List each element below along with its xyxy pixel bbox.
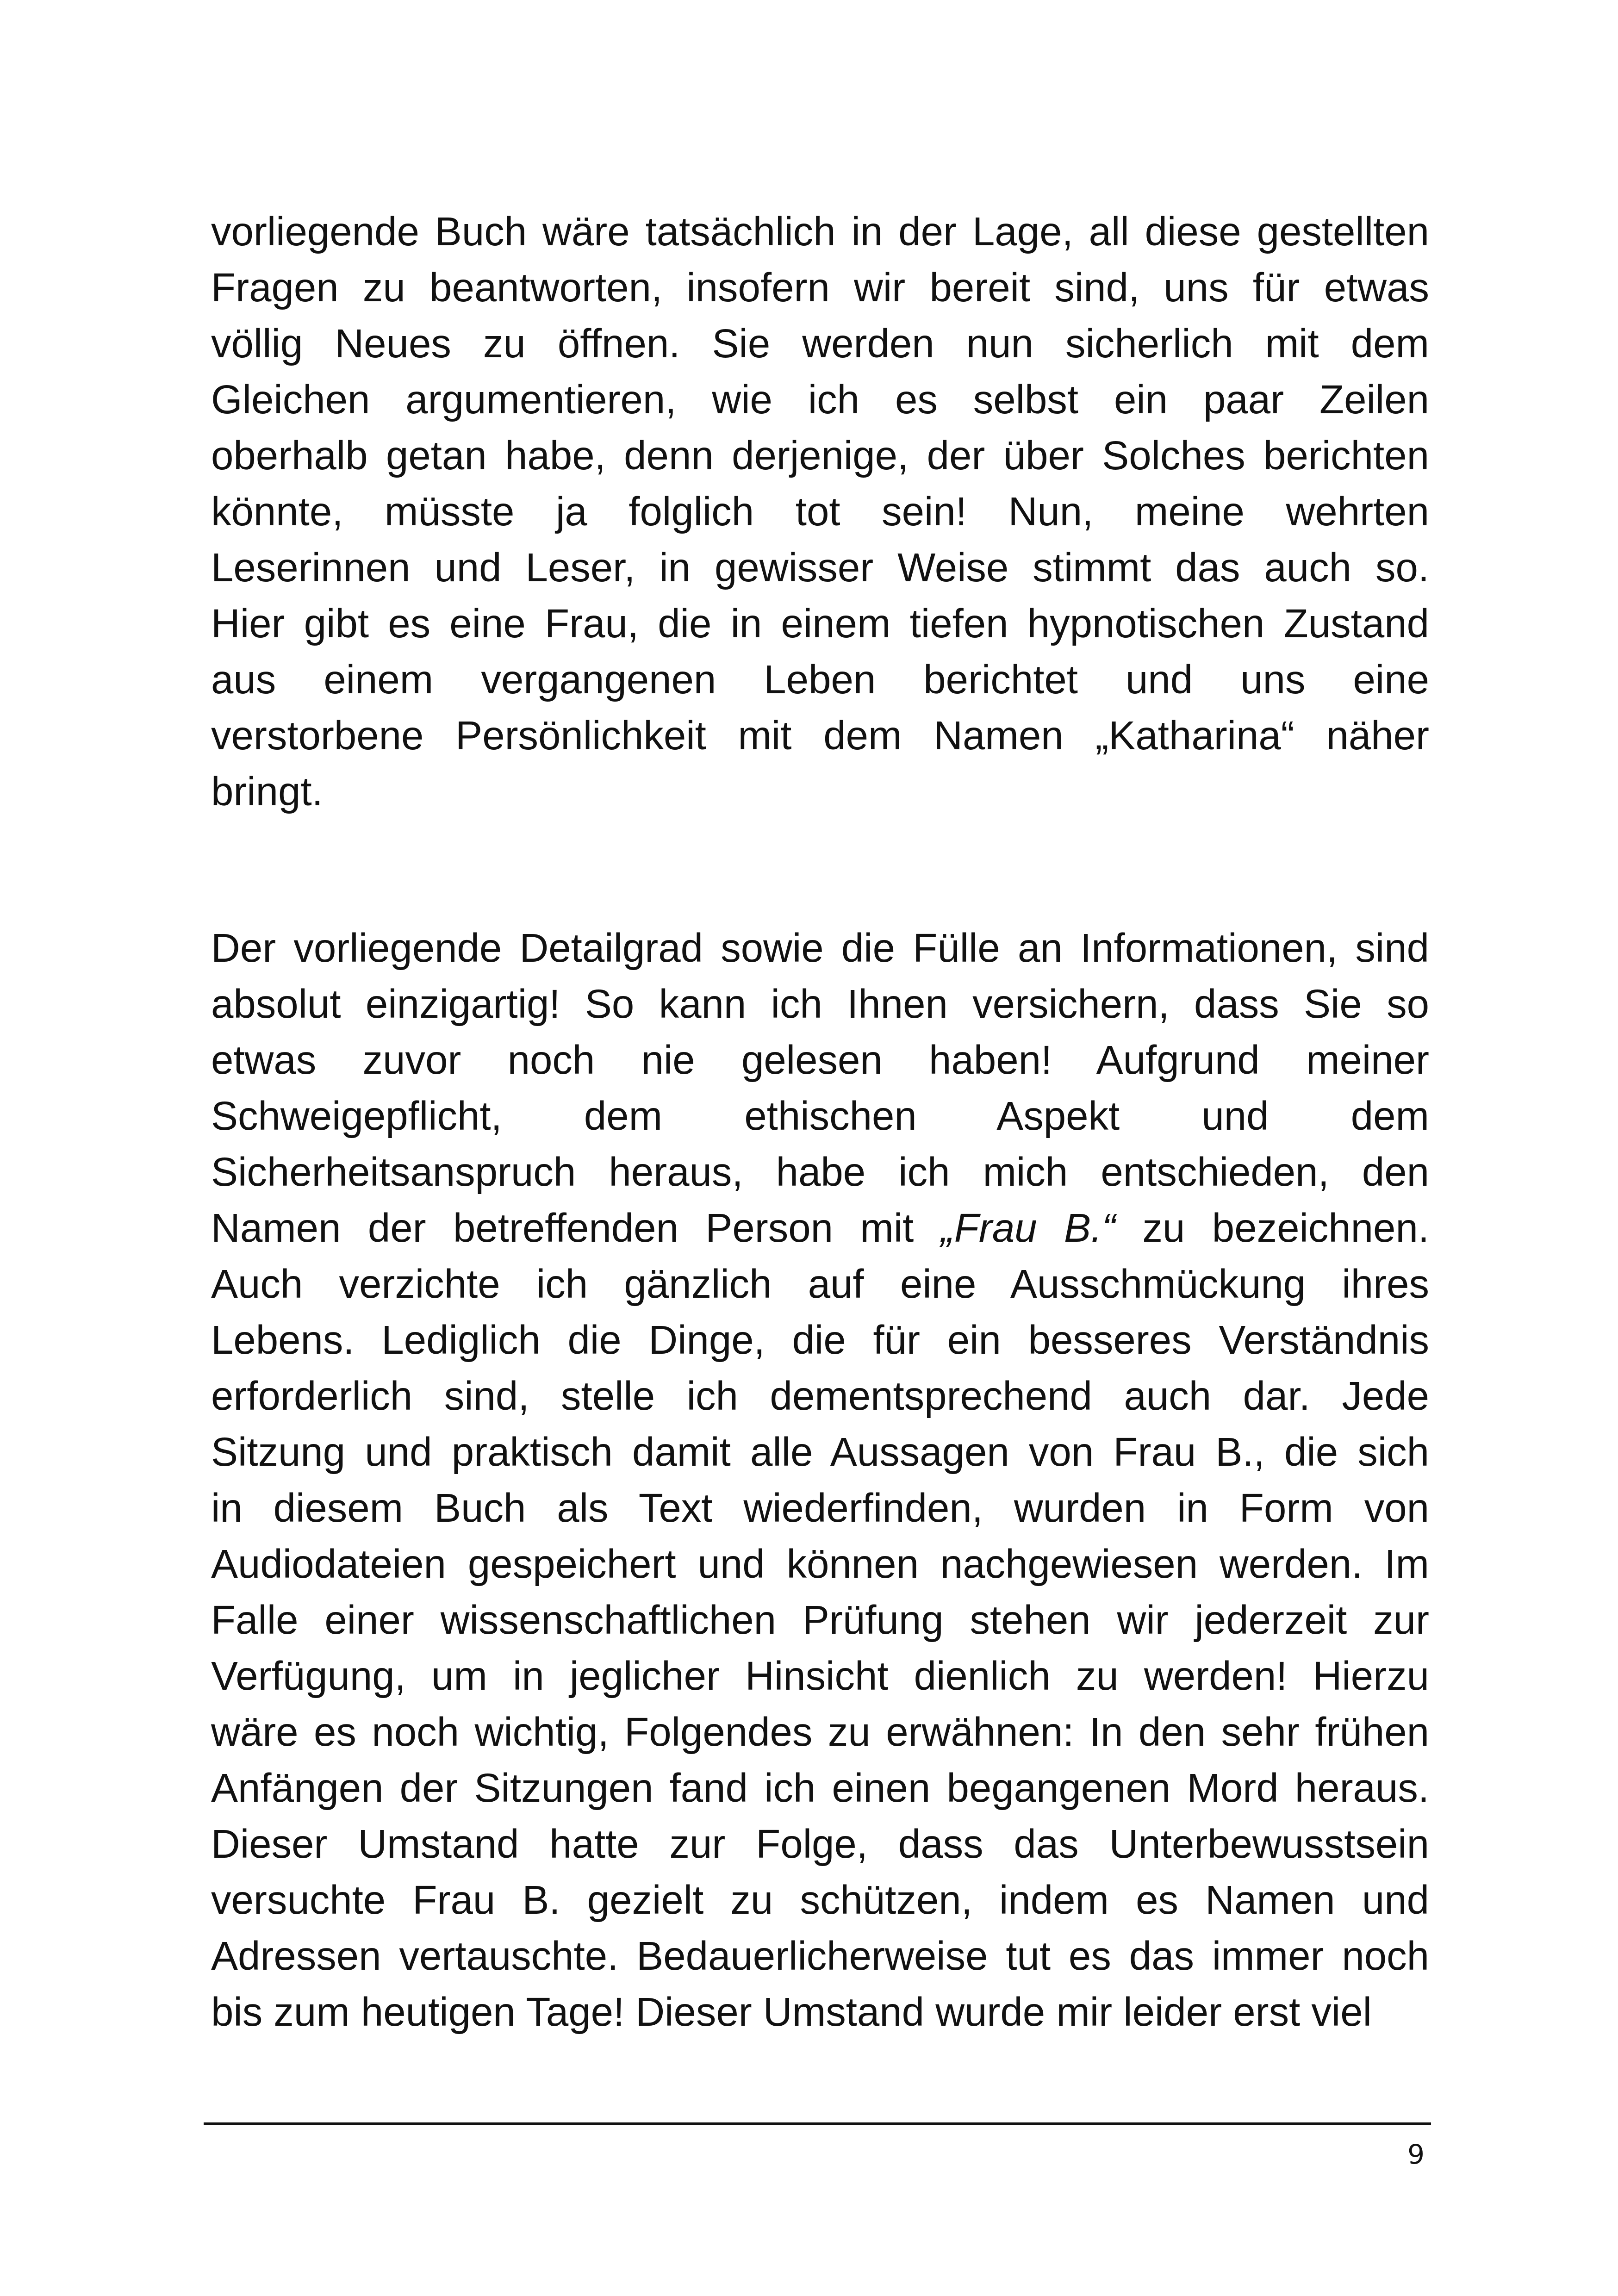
text-line xyxy=(211,1312,1429,1368)
text-segment: absolut einzigartig! So kann ich Ihnen versichern, dass Sie so xyxy=(211,982,1429,1027)
text-segment: verstorbene Persönlichkeit mit dem Namen „Katharina“ näher xyxy=(211,713,1429,758)
text-segment: Falle einer wissenschaftlichen Prüfung stehen wir jederzeit zur xyxy=(211,1598,1429,1643)
text-segment: Dieser Umstand hatte zur Folge, dass das Unterbewusstsein xyxy=(211,1822,1429,1867)
text-segment: Adressen vertauschte. Bedauerlicherweise tut es das immer noch xyxy=(211,1934,1429,1979)
text-line xyxy=(211,1928,1429,1984)
text-line xyxy=(211,1368,1429,1424)
text-segment: Sicherheitsanspruch heraus, habe ich mich entschieden, den xyxy=(211,1150,1429,1195)
text-segment: bringt. xyxy=(211,769,323,814)
text-segment: etwas zuvor noch nie gelesen haben! Aufgrund meiner xyxy=(211,1038,1429,1083)
paragraph-2 xyxy=(211,920,1429,2040)
text-segment: aus einem vergangenen Leben berichtet und uns eine xyxy=(211,657,1429,702)
text-line xyxy=(211,1256,1429,1312)
text-line xyxy=(211,764,1429,820)
text-segment: Anfängen der Sitzungen fand ich einen begangenen Mord heraus. xyxy=(211,1766,1429,1811)
text-segment: Hier gibt es eine Frau, die in einem tiefen hypnotischen Zustand xyxy=(211,601,1429,646)
text-segment: Fragen zu beantworten, insofern wir bereit sind, uns für etwas xyxy=(211,265,1429,310)
text-segment: Der vorliegende Detailgrad sowie die Fülle an Informationen, sind xyxy=(211,926,1429,971)
text-line xyxy=(211,1704,1429,1760)
text-line xyxy=(211,484,1429,540)
text-segment: versuchte Frau B. gezielt zu schützen, indem es Namen und xyxy=(211,1878,1429,1923)
text-segment: Namen der betreffenden Person mit xyxy=(211,1206,941,1251)
text-line xyxy=(211,540,1429,596)
text-segment: wäre es noch wichtig, Folgendes zu erwähnen: In den sehr frühen xyxy=(211,1710,1429,1755)
text-line xyxy=(211,1424,1429,1480)
text-segment: könnte, müsste ja folglich tot sein! Nun, meine wehrten xyxy=(211,489,1429,534)
text-line xyxy=(211,260,1429,316)
text-line xyxy=(211,1088,1429,1144)
text-line xyxy=(211,652,1429,708)
text-line xyxy=(211,316,1429,372)
text-line xyxy=(211,1872,1429,1928)
text-segment: Leserinnen und Leser, in gewisser Weise stimmt das auch so. xyxy=(211,545,1429,590)
text-segment: Verfügung, um in jeglicher Hinsicht dienlich zu werden! Hierzu xyxy=(211,1654,1429,1699)
text-segment: in diesem Buch als Text wiederfinden, wurden in Form von xyxy=(211,1486,1429,1531)
text-line xyxy=(211,1592,1429,1648)
text-segment: Lebens. Lediglich die Dinge, die für ein besseres Verständnis xyxy=(211,1318,1429,1363)
text-segment: Schweigepflicht, dem ethischen Aspekt und dem xyxy=(211,1094,1429,1139)
text-line xyxy=(211,708,1429,764)
text-line xyxy=(211,920,1429,976)
text-segment: Sitzung und praktisch damit alle Aussagen von Frau B., die sich xyxy=(211,1430,1429,1475)
text-line xyxy=(211,1200,1429,1256)
text-line xyxy=(211,976,1429,1032)
text-line xyxy=(211,1032,1429,1088)
text-line xyxy=(211,1536,1429,1592)
text-segment: erforderlich sind, stelle ich dementsprechend auch dar. Jede xyxy=(211,1374,1429,1419)
text-line xyxy=(211,428,1429,484)
text-segment: völlig Neues zu öffnen. Sie werden nun sicherlich mit dem xyxy=(211,321,1429,366)
text-line xyxy=(211,1648,1429,1704)
paragraph-1 xyxy=(211,204,1429,820)
text-segment: bis zum heutigen Tage! Dieser Umstand wurde mir leider erst viel xyxy=(211,1990,1372,2035)
text-segment: vorliegende Buch wäre tatsächlich in der Lage, all diese gestellten xyxy=(211,209,1429,254)
italic-text: „Frau B.“ xyxy=(940,1206,1116,1251)
text-segment: Gleichen argumentieren, wie ich es selbst ein paar Zeilen xyxy=(211,377,1429,422)
text-segment: oberhalb getan habe, denn derjenige, der über Solches berichten xyxy=(211,433,1429,478)
footer-divider xyxy=(204,2122,1431,2125)
page-number: 9 xyxy=(1407,2139,1425,2170)
text-segment: zu bezeichnen. xyxy=(1115,1206,1429,1251)
text-segment: Audiodateien gespeichert und können nachgewiesen werden. Im xyxy=(211,1542,1429,1587)
text-segment: Auch verzichte ich gänzlich auf eine Ausschmückung ihres xyxy=(211,1262,1429,1307)
text-line xyxy=(211,1984,1429,2040)
text-line xyxy=(211,1480,1429,1536)
text-line xyxy=(211,1144,1429,1200)
text-line xyxy=(211,372,1429,428)
text-line xyxy=(211,204,1429,260)
text-line xyxy=(211,1760,1429,1816)
text-line xyxy=(211,596,1429,652)
text-line xyxy=(211,1816,1429,1872)
